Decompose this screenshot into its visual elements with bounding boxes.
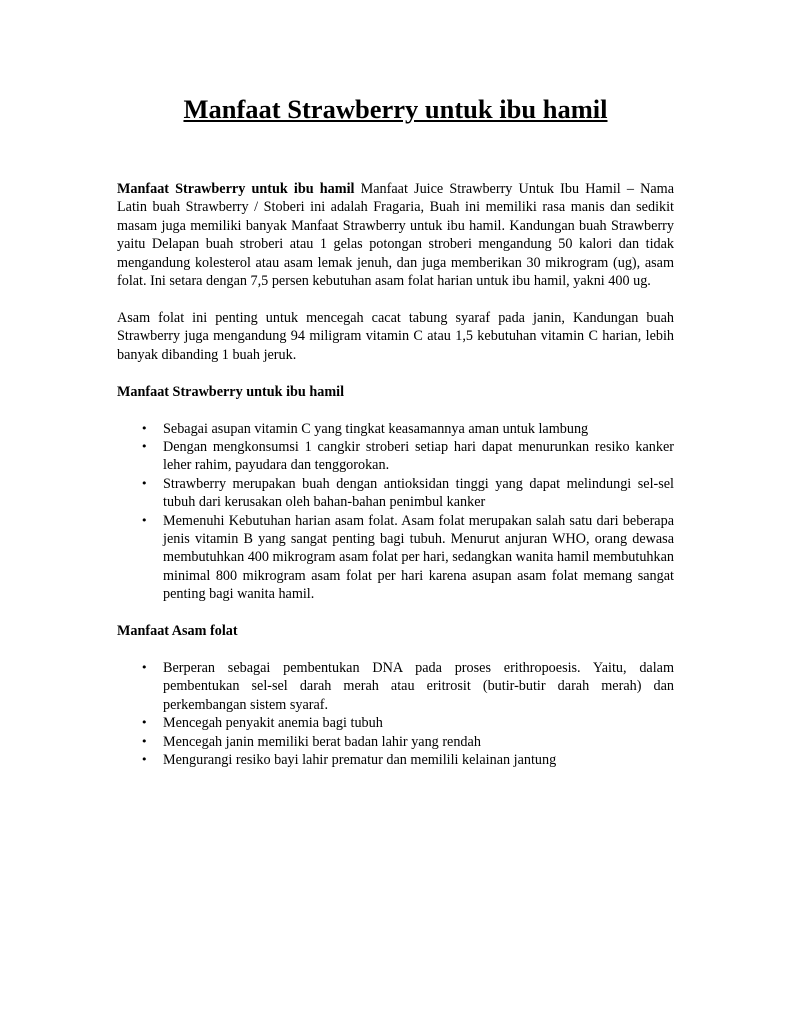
bullet-icon: • xyxy=(141,661,148,675)
bullet-icon: • xyxy=(141,753,148,767)
bullet-icon: • xyxy=(141,513,148,527)
list-item: • Mencegah janin memiliki berat badan lahir yang rendah xyxy=(141,733,481,750)
bullet-icon: • xyxy=(141,734,148,748)
bullet-icon: • xyxy=(141,716,148,730)
bullet-icon: • xyxy=(141,439,148,453)
list-item: • Strawberry merupakan buah dengan antioksidan tinggi yang dapat melindungi sel-sel tubuh dari kerusakan oleh bahan-bahan penimbul kanker xyxy=(141,475,674,511)
page-title: Manfaat Strawberry untuk ibu hamil xyxy=(183,94,608,124)
list-item: • Mengurangi resiko bayi lahir prematur dan memilili kelainan jantung xyxy=(141,752,557,769)
intro-text: Manfaat Juice Strawberry Untuk Ibu Hamil – Nama Latin buah Strawberry / Stoberi ini adalah Fragaria, Buah ini memiliki rasa manis dan sedikit masam juga memiliki banyak Manfaat Strawberry untuk ibu hamil. Kandungan buah Strawberry yaitu Delapan buah stroberi atau 1 gelas potongan stroberi mengandung 50 kalori dan tidak mengandung kolesterol atau asam lemak jenuh, dan juga memberikan 30 mikrogram (ug), asam folat. Ini setara dengan 7,5 persen kebutuhan asam folat harian untuk ibu hamil, yakni 400 ug. xyxy=(117,181,674,290)
list-item: • Berperan sebagai pembentukan DNA pada proses erithropoesis. Yaitu, dalam pembentukan sel-sel darah merah atau eritrosit (butir-butir darah merah) dan perkembangan sistem syaraf. xyxy=(141,660,674,713)
folic-acid-benefits-list xyxy=(117,659,674,769)
intro-lead: Manfaat Strawberry untuk ibu hamil xyxy=(117,181,355,197)
section-heading-folic-acid-benefits: Manfaat Asam folat xyxy=(117,623,238,640)
list-item: • Mencegah penyakit anemia bagi tubuh xyxy=(141,715,383,732)
bullet-icon: • xyxy=(141,421,148,435)
list-item: • Memenuhi Kebutuhan harian asam folat. Asam folat merupakan salah satu dari beberapa jenis vitamin B yang sangat penting bagi tubuh. Menurut anjuran WHO, orang dewasa membutuhkan 400 mikrogram asam folat per hari, sedangkan wanita hamil membutuhkan minimal 800 mikrogram asam folat per hari karena asupan asam folat memang sangat penting bagi wanita hamil. xyxy=(141,512,675,603)
list-item: • Sebagai asupan vitamin C yang tingkat keasamannya aman untuk lambung xyxy=(141,420,589,437)
list-item: • Dengan mengkonsumsi 1 cangkir stroberi setiap hari dapat menurunkan resiko kanker leher rahim, payudara dan tenggorokan. xyxy=(141,438,674,474)
section-heading-strawberry-benefits: Manfaat Strawberry untuk ibu hamil xyxy=(117,383,345,400)
intro-paragraph xyxy=(117,180,674,290)
strawberry-benefits-list xyxy=(117,420,674,604)
folic-acid-paragraph: Asam folat ini penting untuk mencegah cacat tabung syaraf pada janin, Kandungan buah Strawberry juga mengandung 94 miligram vitamin C atau 1,5 kebutuhan vitamin C harian, lebih banyak dibanding 1 buah jeruk. xyxy=(117,309,674,363)
bullet-icon: • xyxy=(141,476,148,490)
document-body xyxy=(117,180,674,788)
